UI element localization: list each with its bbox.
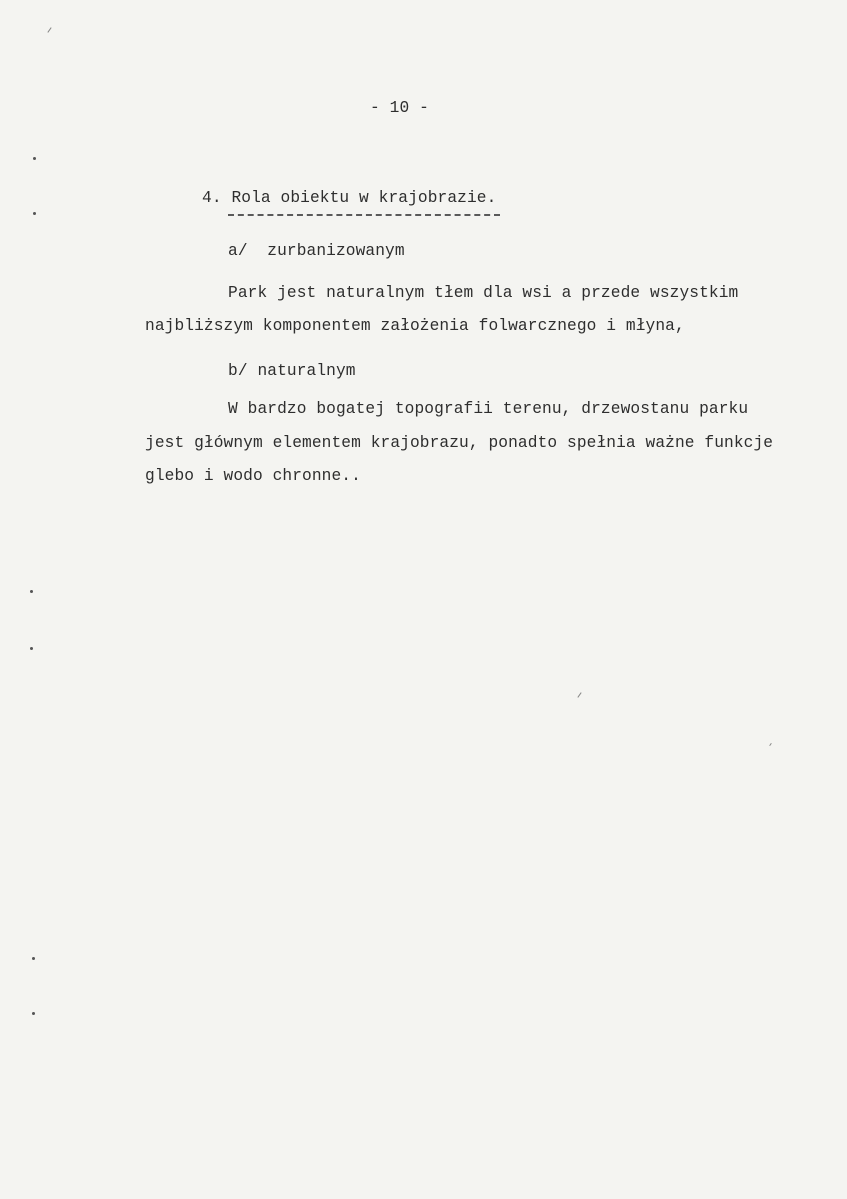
paragraph-a-line-1: Park jest naturalnym tłem dla wsi a przede wszystkim (228, 284, 739, 302)
subsection-b-label: b/ naturalnym (228, 362, 356, 380)
scan-speck (577, 692, 581, 697)
punch-hole-mark (33, 157, 36, 160)
punch-hole-mark (33, 212, 36, 215)
scan-speck (769, 743, 772, 746)
paragraph-b-line-1: W bardzo bogatej topografii terenu, drzewostanu parku (228, 400, 749, 418)
page-number: - 10 - (370, 99, 429, 117)
punch-hole-mark (30, 647, 33, 650)
paragraph-b-line-2: jest głównym elementem krajobrazu, ponadto spełnia ważne funkcje (145, 434, 774, 452)
punch-hole-mark (30, 590, 33, 593)
scan-speck (47, 27, 51, 32)
punch-hole-mark (32, 957, 35, 960)
heading-underline (228, 214, 500, 216)
subsection-a-label: a/ zurbanizowanym (228, 242, 405, 260)
paragraph-a-line-2: najbliższym komponentem założenia folwarcznego i młyna, (145, 317, 685, 335)
paragraph-b-line-3: glebo i wodo chronne.. (145, 467, 361, 485)
section-heading: 4. Rola obiektu w krajobrazie. (202, 189, 497, 207)
punch-hole-mark (32, 1012, 35, 1015)
